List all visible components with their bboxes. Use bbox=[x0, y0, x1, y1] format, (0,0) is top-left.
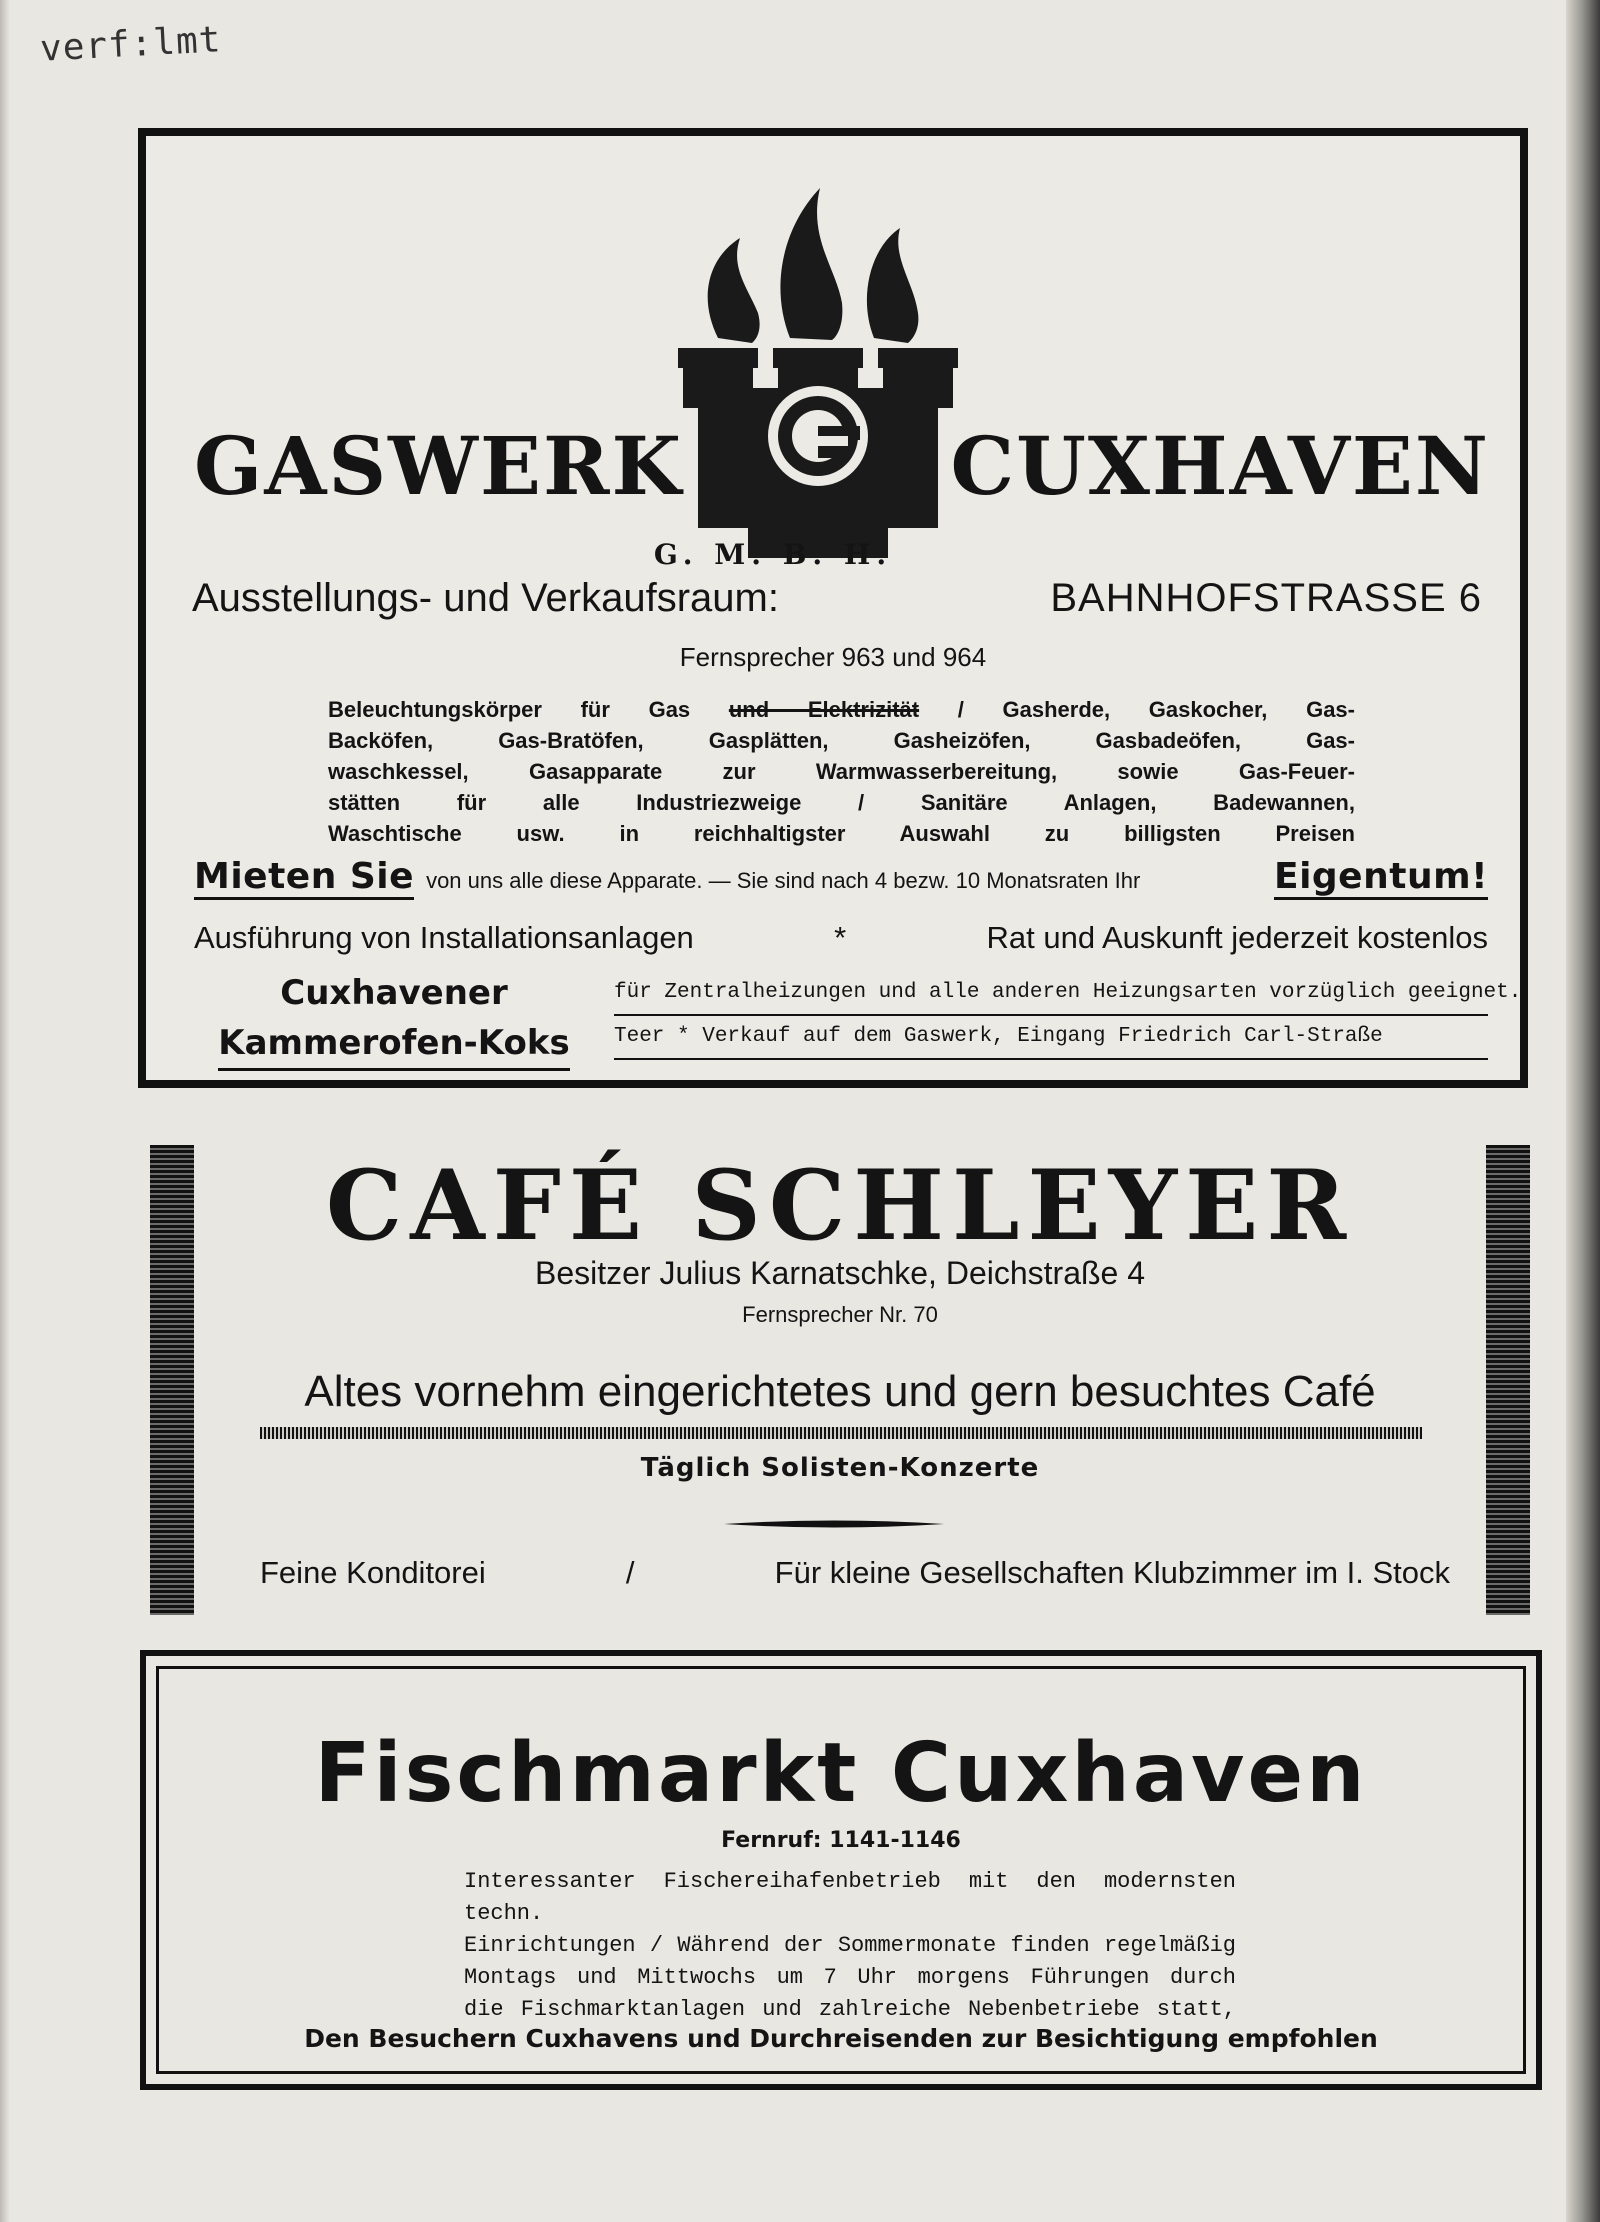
gaswerk-advertisement bbox=[138, 128, 1528, 1088]
gaswerk-phone: Fernsprecher 963 und 964 bbox=[679, 642, 987, 672]
gaswerk-title-right: CUXHAVEN bbox=[950, 419, 1490, 513]
rent-text: von uns alle diese Apparate. — Sie sind nach 4 bezw. 10 Monatsraten Ihr bbox=[426, 868, 1141, 893]
description-line-1: Interessanter Fischereihafenbetrieb mit den modernsten techn. bbox=[464, 1869, 1236, 1926]
page-edge-right bbox=[1566, 0, 1600, 2222]
footer-left: Feine Konditorei bbox=[260, 1555, 486, 1590]
cafe-schleyer-advertisement bbox=[150, 1145, 1530, 1615]
decorative-bar-left bbox=[150, 1145, 194, 1615]
coke-name-line-2: Kammerofen-Koks bbox=[218, 1018, 569, 1071]
product-list bbox=[328, 694, 1355, 849]
showroom-street: BAHNHOFSTRASSE 6 bbox=[1050, 576, 1482, 620]
advice-text: Rat und Auskunft jederzeit kostenlos bbox=[986, 920, 1488, 955]
product-line-3: waschkessel, Gasapparate zur Warmwasserbereitung, sowie Gas-Feuer- bbox=[328, 759, 1355, 784]
star-separator: * bbox=[834, 920, 847, 955]
hatched-rule bbox=[260, 1427, 1422, 1439]
handwritten-note: verf:lmt bbox=[39, 19, 223, 70]
rent-offer bbox=[194, 856, 1488, 900]
rent-end: Eigentum! bbox=[1274, 856, 1488, 900]
footer-right: Für kleine Gesellschaften Klubzimmer im I. Stock bbox=[774, 1555, 1450, 1590]
struck-text: und Elektrizität bbox=[728, 697, 920, 722]
coke-section bbox=[194, 968, 1522, 1078]
showroom-label: Ausstellungs- und Verkaufsraum: bbox=[192, 576, 779, 620]
product-line-5: Waschtische usw. in reichhaltigster Auswahl zu billigsten Preisen bbox=[328, 821, 1355, 846]
description-line-4: die Fischmarktanlagen und zahlreiche Nebenbetriebe statt, bbox=[464, 1997, 1236, 2022]
coke-info-line-1: für Zentralheizungen und alle anderen Heizungsarten vorzüglich geeignet. bbox=[614, 972, 1488, 1016]
fischmarkt-phone: Fernruf: 1141-1146 bbox=[721, 1828, 961, 1853]
showroom-address-line bbox=[192, 576, 1482, 621]
coke-name bbox=[194, 968, 594, 1071]
cafe-slogan: Altes vornehm eingerichtetes und gern besuchtes Café bbox=[304, 1367, 1376, 1416]
swash-ornament-icon bbox=[724, 1519, 944, 1529]
installation-text: Ausführung von Installationsanlagen bbox=[194, 920, 694, 955]
page-edge-left bbox=[0, 0, 10, 2222]
rent-lead: Mieten Sie bbox=[194, 856, 414, 900]
cafe-footer bbox=[260, 1555, 1450, 1591]
company-form: G. M. B. H. bbox=[653, 538, 893, 571]
footer-separator: / bbox=[625, 1555, 635, 1590]
coke-info-line-2: Teer * Verkauf auf dem Gaswerk, Eingang Friedrich Carl-Straße bbox=[614, 1016, 1488, 1060]
product-line-1: Beleuchtungskörper für Gas und Elektrizität / Gasherde, Gaskocher, Gas- bbox=[328, 697, 1355, 722]
product-line-4: stätten für alle Industriezweige / Sanitäre Anlagen, Badewannen, bbox=[328, 790, 1355, 815]
description-line-3: Montags und Mittwochs um 7 Uhr morgens Führungen durch bbox=[464, 1965, 1236, 1990]
decorative-bar-right bbox=[1486, 1145, 1530, 1615]
fischmarkt-title: Fischmarkt Cuxhaven bbox=[314, 1726, 1368, 1821]
coke-name-line-1: Cuxhavener bbox=[280, 973, 508, 1013]
fischmarkt-advertisement bbox=[140, 1650, 1542, 2090]
cafe-concerts: Täglich Solisten-Konzerte bbox=[640, 1453, 1040, 1483]
cafe-owner: Besitzer Julius Karnatschke, Deichstraße 4 bbox=[534, 1255, 1146, 1291]
cafe-phone: Fernsprecher Nr. 70 bbox=[742, 1302, 938, 1327]
gaswerk-title-left: GASWERK bbox=[194, 419, 683, 513]
installation-line bbox=[194, 920, 1488, 956]
product-line-2: Backöfen, Gas-Bratöfen, Gasplätten, Gasheizöfen, Gasbadeöfen, Gas- bbox=[328, 728, 1355, 753]
coke-info bbox=[614, 972, 1522, 1060]
description-line-2: Einrichtungen / Während der Sommermonate finden regelmäßig bbox=[464, 1933, 1236, 1958]
fischmarkt-recommendation: Den Besuchern Cuxhavens und Durchreisenden zur Besichtigung empfohlen bbox=[304, 2024, 1378, 2053]
fischmarkt-description bbox=[464, 1866, 1236, 2026]
cafe-title: CAFÉ SCHLEYER bbox=[325, 1149, 1355, 1262]
